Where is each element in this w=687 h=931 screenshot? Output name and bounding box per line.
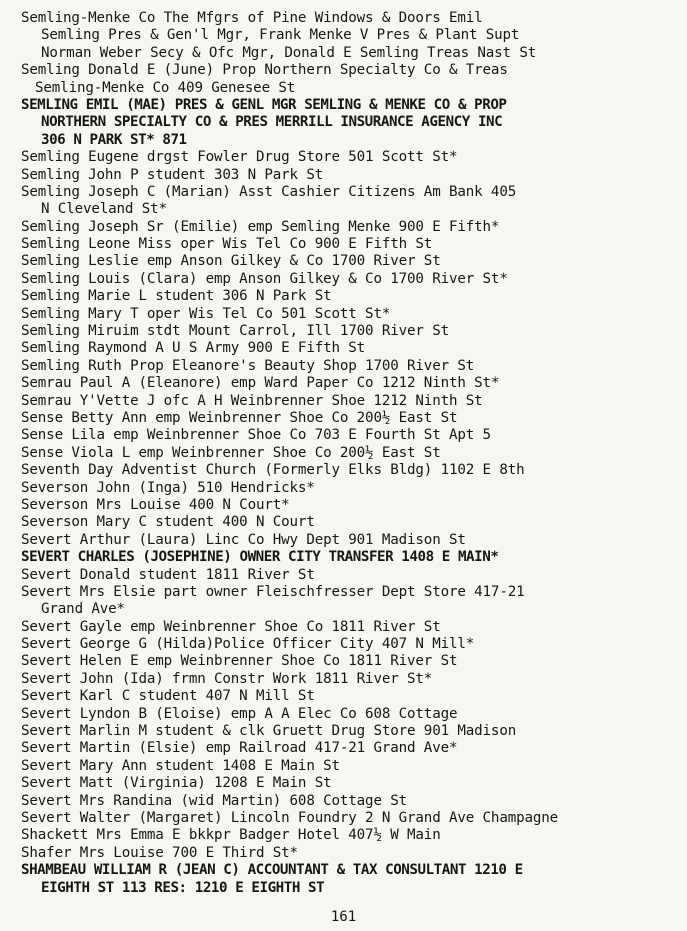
directory-entry: Semling Leone Miss oper Wis Tel Co 900 E Fifth St (21, 236, 433, 253)
directory-entry: Shackett Mrs Emma E bkkpr Badger Hotel 407½ W Main (21, 827, 441, 844)
directory-entry: Semling Joseph Sr (Emilie) emp Semling Menke 900 E Fifth* (21, 218, 500, 235)
directory-entry: Semling Mary T oper Wis Tel Co 501 Scott St* (21, 305, 391, 322)
directory-entry: Severt Matt (Virginia) 1208 E Main St (21, 775, 332, 792)
directory-entry: SHAMBEAU WILLIAM R (JEAN C) ACCOUNTANT & TAX CONSULTANT 1210 E (21, 862, 523, 879)
directory-entry: SEMLING EMIL (MAE) PRES & GENL MGR SEMLING & MENKE CO & PROP (21, 96, 507, 113)
directory-entry: Severson Mary C student 400 N Court (21, 514, 315, 531)
directory-entry-continuation: Norman Weber Secy & Ofc Mgr, Donald E Semling Treas Nast St (41, 44, 537, 61)
directory-entry: Severt Gayle emp Weinbrenner Shoe Co 1811 River St (21, 618, 441, 635)
directory-entry: Semling John P student 303 N Park St (21, 166, 324, 183)
directory-entry: Severt Mary Ann student 1408 E Main St (21, 757, 340, 774)
directory-entry: Semling Joseph C (Marian) Asst Cashier Citizens Am Bank 405 (21, 183, 517, 200)
directory-entry: Semling Donald E (June) Prop Northern Specialty Co & Treas (21, 62, 508, 79)
directory-entry: Severt Karl C student 407 N Mill St (21, 688, 315, 705)
directory-entry: Semling Marie L student 306 N Park St (21, 288, 332, 305)
directory-entry: Severson John (Inga) 510 Hendricks* (21, 479, 315, 496)
directory-entry: Semling Leslie emp Anson Gilkey & Co 1700 River St (21, 253, 441, 270)
directory-entry: Sense Lila emp Weinbrenner Shoe Co 703 E Fourth St Apt 5 (21, 427, 491, 444)
directory-entry: Sense Betty Ann emp Weinbrenner Shoe Co 200½ East St (21, 409, 458, 426)
directory-entry: Semrau Y'Vette J ofc A H Weinbrenner Shoe 1212 Ninth St (21, 392, 483, 409)
directory-listing (21, 10, 675, 897)
directory-entry: Severt Lyndon B (Eloise) emp A A Elec Co 608 Cottage (21, 705, 458, 722)
directory-entry: Severt Marlin M student & clk Gruett Drug Store 901 Madison (21, 723, 517, 740)
directory-entry-continuation: EIGHTH ST 113 RES: 1210 E EIGHTH ST (41, 879, 325, 896)
directory-entry: Seventh Day Adventist Church (Formerly Elks Bldg) 1102 E 8th (21, 462, 525, 479)
directory-entry: Severt Arthur (Laura) Linc Co Hwy Dept 901 Madison St (21, 531, 466, 548)
directory-entry-continuation: Grand Ave* (41, 601, 125, 618)
directory-entry: SEVERT CHARLES (JOSEPHINE) OWNER CITY TRANSFER 1408 E MAIN* (21, 549, 499, 566)
directory-entry: Severt Donald student 1811 River St (21, 566, 315, 583)
directory-entry: Severt Mrs Randina (wid Martin) 608 Cottage St (21, 792, 408, 809)
directory-entry: Semling Raymond A U S Army 900 E Fifth St (21, 340, 366, 357)
directory-entry: Semling Eugene drgst Fowler Drug Store 501 Scott St* (21, 149, 458, 166)
directory-entry-continuation: 306 N PARK ST* 871 (41, 131, 187, 148)
directory-entry: Semling Miruim stdt Mount Carrol, Ill 1700 River St (21, 323, 449, 340)
directory-entry: Severt John (Ida) frmn Constr Work 1811 River St* (21, 670, 433, 687)
directory-entry: Severson Mrs Louise 400 N Court* (21, 496, 290, 513)
directory-entry-continuation: N Cleveland St* (41, 201, 167, 218)
directory-entry: Semling Louis (Clara) emp Anson Gilkey & Co 1700 River St* (21, 270, 508, 287)
directory-entry-continuation: NORTHERN SPECIALTY CO & PRES MERRILL INSURANCE AGENCY INC (41, 114, 503, 131)
directory-entry: Sense Viola L emp Weinbrenner Shoe Co 200½ East St (21, 444, 441, 461)
directory-entry: Severt Mrs Elsie part owner Fleischfresser Dept Store 417-21 (21, 583, 525, 600)
directory-entry: Semling Ruth Prop Eleanore's Beauty Shop 1700 River St (21, 357, 475, 374)
directory-entry: Semling-Menke Co The Mfgrs of Pine Windows & Doors Emil (21, 10, 483, 26)
directory-entry: Severt George G (Hilda)Police Officer City 407 N Mill* (21, 636, 475, 653)
directory-entry: Semrau Paul A (Eleanore) emp Ward Paper Co 1212 Ninth St* (21, 375, 500, 392)
directory-entry-continuation: Semling Pres & Gen'l Mgr, Frank Menke V Pres & Plant Supt (41, 27, 520, 44)
page-number: 161 (330, 909, 357, 925)
directory-entry-continuation: Semling-Menke Co 409 Genesee St (35, 79, 296, 96)
directory-entry: Severt Walter (Margaret) Lincoln Foundry 2 N Grand Ave Champagne (21, 809, 559, 826)
directory-entry: Severt Martin (Elsie) emp Railroad 417-21 Grand Ave* (21, 740, 458, 757)
directory-entry: Severt Helen E emp Weinbrenner Shoe Co 1811 River St (21, 653, 458, 670)
directory-entry: Shafer Mrs Louise 700 E Third St* (21, 844, 298, 861)
